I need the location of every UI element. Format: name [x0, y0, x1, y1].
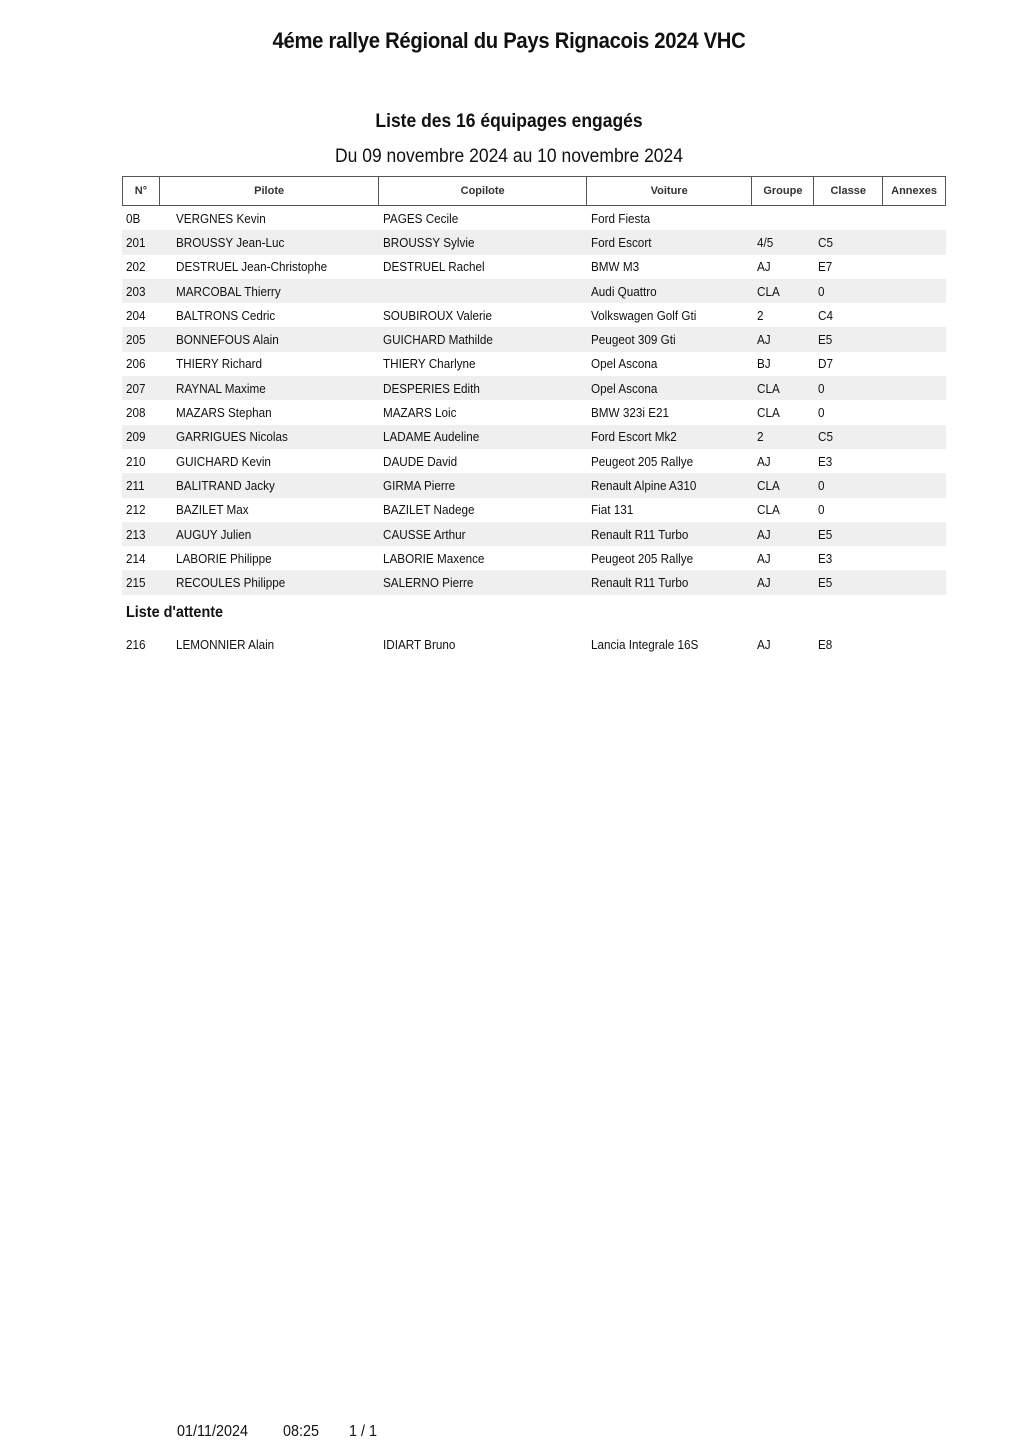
entries-table	[122, 176, 946, 595]
cell-voiture	[587, 211, 753, 226]
cell-classe-text: E7	[818, 259, 833, 275]
cell-groupe	[753, 429, 815, 444]
cell-num	[122, 259, 159, 274]
table-body	[122, 206, 946, 595]
cell-copilote	[379, 527, 587, 542]
cell-groupe-text: AJ	[757, 259, 771, 275]
footer-date: 01/11/2024	[177, 1423, 249, 1440]
date-range: Du 09 novembre 2024 au 10 novembre 2024	[335, 146, 683, 167]
cell-copilote	[379, 235, 587, 250]
cell-groupe-text: CLA	[757, 405, 780, 421]
cell-classe-text: C5	[818, 429, 833, 445]
cell-classe-text: C5	[818, 234, 833, 250]
cell-classe-text: E3	[818, 550, 833, 566]
table-row	[122, 522, 946, 546]
cell-voiture	[587, 332, 753, 347]
cell-voiture-text: Fiat 131	[591, 502, 634, 518]
cell-classe	[815, 381, 884, 396]
cell-num	[122, 381, 159, 396]
cell-copilote-text: DAUDE David	[383, 453, 458, 469]
cell-copilote-text: LABORIE Maxence	[383, 550, 485, 566]
cell-classe-text: E5	[818, 526, 833, 542]
cell-copilote	[379, 478, 587, 493]
cell-groupe	[753, 259, 815, 274]
footer-page: 1 / 1	[349, 1423, 378, 1440]
cell-num	[122, 454, 159, 469]
cell-voiture-text: Opel Ascona	[591, 356, 658, 372]
cell-copilote-text: DESTRUEL Rachel	[383, 259, 485, 275]
table-row	[122, 400, 946, 424]
cell-pilote-text: RAYNAL Maxime	[176, 380, 266, 396]
cell-pilote-text: LABORIE Philippe	[176, 550, 272, 566]
cell-pilote-text: BALITRAND Jacky	[176, 477, 275, 493]
footer-time: 08:25	[283, 1423, 320, 1440]
table-row	[122, 327, 946, 351]
cell-num	[122, 332, 159, 347]
cell-copilote	[379, 551, 587, 566]
cell-classe	[815, 637, 884, 652]
cell-pilote	[159, 211, 379, 226]
cell-voiture-text: Renault Alpine A310	[591, 477, 697, 493]
table-row	[122, 303, 946, 327]
cell-classe-text: E3	[818, 453, 833, 469]
cell-num-text: 207	[126, 380, 146, 396]
cell-copilote	[379, 332, 587, 347]
header-groupe: Groupe	[752, 177, 814, 205]
table-row	[122, 570, 946, 594]
cell-voiture	[587, 637, 753, 652]
cell-pilote-text: BROUSSY Jean-Luc	[176, 234, 285, 250]
cell-copilote	[379, 575, 587, 590]
cell-groupe-text: CLA	[757, 502, 780, 518]
cell-classe-text: 0	[818, 477, 825, 493]
cell-pilote	[159, 332, 379, 347]
cell-pilote	[159, 308, 379, 323]
cell-classe	[815, 405, 884, 420]
cell-voiture-text: Peugeot 309 Gti	[591, 332, 676, 348]
cell-pilote-text: VERGNES Kevin	[176, 210, 266, 226]
cell-voiture	[587, 284, 753, 299]
cell-pilote	[159, 356, 379, 371]
cell-num	[122, 527, 159, 542]
cell-voiture-text: Ford Escort Mk2	[591, 429, 677, 445]
cell-classe-text: C4	[818, 307, 833, 323]
cell-voiture-text: Ford Escort	[591, 234, 652, 250]
cell-classe	[815, 502, 884, 517]
table-header	[122, 176, 946, 206]
cell-classe	[815, 211, 884, 226]
cell-num	[122, 575, 159, 590]
cell-pilote	[159, 454, 379, 469]
cell-groupe	[753, 308, 815, 323]
cell-voiture	[587, 405, 753, 420]
table-row	[122, 498, 946, 522]
cell-pilote	[159, 405, 379, 420]
cell-pilote-text: RECOULES Philippe	[176, 575, 286, 591]
cell-groupe	[753, 381, 815, 396]
cell-pilote	[159, 527, 379, 542]
table-row	[122, 632, 946, 656]
cell-pilote	[159, 478, 379, 493]
cell-copilote-text: CAUSSE Arthur	[383, 526, 466, 542]
cell-copilote-text: GUICHARD Mathilde	[383, 332, 493, 348]
cell-classe-text: 0	[818, 502, 825, 518]
cell-pilote-text: BALTRONS Cedric	[176, 307, 276, 323]
cell-pilote	[159, 235, 379, 250]
cell-num	[122, 478, 159, 493]
cell-groupe	[753, 405, 815, 420]
cell-classe-text: D7	[818, 356, 833, 372]
cell-copilote	[379, 429, 587, 444]
cell-groupe-text: AJ	[757, 636, 771, 652]
cell-copilote-text: LADAME Audeline	[383, 429, 480, 445]
cell-pilote-text: MAZARS Stephan	[176, 405, 272, 421]
header-pilote: Pilote	[160, 177, 379, 205]
cell-num-text: 208	[126, 405, 146, 421]
table-row	[122, 279, 946, 303]
cell-classe	[815, 575, 884, 590]
cell-groupe-text: CLA	[757, 477, 780, 493]
cell-voiture	[587, 478, 753, 493]
cell-copilote-text: SALERNO Pierre	[383, 575, 474, 591]
cell-num-text: 214	[126, 550, 146, 566]
cell-classe	[815, 332, 884, 347]
cell-pilote	[159, 502, 379, 517]
cell-voiture-text: Lancia Integrale 16S	[591, 636, 699, 652]
cell-groupe	[753, 284, 815, 299]
cell-pilote-text: DESTRUEL Jean-Christophe	[176, 259, 328, 275]
header-annexes: Annexes	[891, 185, 937, 197]
cell-groupe	[753, 211, 815, 226]
cell-copilote	[379, 308, 587, 323]
cell-classe-text: 0	[818, 380, 825, 396]
cell-pilote-text: GARRIGUES Nicolas	[176, 429, 288, 445]
cell-pilote	[159, 637, 379, 652]
cell-groupe-text: AJ	[757, 550, 771, 566]
cell-num	[122, 429, 159, 444]
waiting-list-title: Liste d'attente	[126, 604, 224, 621]
cell-classe-text: E8	[818, 636, 833, 652]
cell-copilote-text: BROUSSY Sylvie	[383, 234, 475, 250]
cell-pilote-text: THIERY Richard	[176, 356, 263, 372]
cell-copilote-text: IDIART Bruno	[383, 636, 456, 652]
cell-groupe-text: 4/5	[757, 234, 774, 250]
cell-copilote	[379, 259, 587, 274]
cell-copilote-text: BAZILET Nadege	[383, 502, 475, 518]
cell-copilote-text: DESPERIES Edith	[383, 380, 480, 396]
cell-voiture-text: BMW 323i E21	[591, 405, 670, 421]
cell-groupe	[753, 527, 815, 542]
cell-voiture-text: Volkswagen Golf Gti	[591, 307, 697, 323]
cell-groupe-text: AJ	[757, 575, 771, 591]
cell-voiture	[587, 429, 753, 444]
cell-num-text: 210	[126, 453, 146, 469]
cell-voiture	[587, 235, 753, 250]
cell-voiture	[587, 259, 753, 274]
cell-copilote	[379, 405, 587, 420]
cell-copilote	[379, 284, 587, 299]
cell-num	[122, 551, 159, 566]
cell-classe	[815, 527, 884, 542]
cell-classe-text: 0	[818, 283, 825, 299]
cell-voiture-text: BMW M3	[591, 259, 640, 275]
cell-copilote-text: SOUBIROUX Valerie	[383, 307, 493, 323]
cell-num	[122, 637, 159, 652]
cell-classe	[815, 551, 884, 566]
cell-voiture	[587, 502, 753, 517]
cell-num-text: 215	[126, 575, 146, 591]
cell-num-text: 206	[126, 356, 146, 372]
cell-groupe-text: AJ	[757, 453, 771, 469]
cell-voiture-text: Renault R11 Turbo	[591, 575, 689, 591]
cell-groupe	[753, 637, 815, 652]
cell-num	[122, 235, 159, 250]
cell-classe	[815, 454, 884, 469]
table-row	[122, 230, 946, 254]
cell-groupe	[753, 332, 815, 347]
cell-copilote-text: MAZARS Loic	[383, 405, 457, 421]
table-row	[122, 352, 946, 376]
cell-classe	[815, 356, 884, 371]
cell-classe	[815, 429, 884, 444]
cell-classe	[815, 259, 884, 274]
cell-groupe-text: 2	[757, 429, 764, 445]
cell-pilote-text: BONNEFOUS Alain	[176, 332, 279, 348]
cell-copilote	[379, 381, 587, 396]
cell-groupe	[753, 551, 815, 566]
cell-num	[122, 211, 159, 226]
cell-classe	[815, 235, 884, 250]
cell-classe-text: E5	[818, 575, 833, 591]
cell-voiture-text: Opel Ascona	[591, 380, 658, 396]
cell-pilote-text: BAZILET Max	[176, 502, 249, 518]
cell-voiture-text: Renault R11 Turbo	[591, 526, 689, 542]
cell-classe	[815, 478, 884, 493]
cell-num-text: 216	[126, 636, 146, 652]
cell-num-text: 202	[126, 259, 146, 275]
cell-copilote	[379, 454, 587, 469]
cell-pilote	[159, 259, 379, 274]
cell-num-text: 201	[126, 234, 146, 250]
waiting-list-table	[122, 632, 946, 656]
cell-groupe	[753, 235, 815, 250]
cell-groupe	[753, 454, 815, 469]
cell-classe-text: 0	[818, 405, 825, 421]
cell-copilote-text: PAGES Cecile	[383, 210, 459, 226]
cell-groupe-text: CLA	[757, 283, 780, 299]
table-row	[122, 546, 946, 570]
cell-groupe-text: 2	[757, 307, 764, 323]
cell-pilote-text: MARCOBAL Thierry	[176, 283, 281, 299]
cell-voiture-text: Peugeot 205 Rallye	[591, 453, 694, 469]
cell-voiture-text: Peugeot 205 Rallye	[591, 550, 694, 566]
cell-num	[122, 502, 159, 517]
cell-num-text: 213	[126, 526, 146, 542]
table-row	[122, 449, 946, 473]
cell-num-text: 212	[126, 502, 146, 518]
cell-num-text: 211	[126, 477, 145, 493]
cell-num-text: 204	[126, 307, 146, 323]
cell-num	[122, 284, 159, 299]
cell-groupe-text: BJ	[757, 356, 771, 372]
cell-voiture	[587, 527, 753, 542]
cell-pilote-text: GUICHARD Kevin	[176, 453, 271, 469]
cell-groupe	[753, 575, 815, 590]
cell-pilote	[159, 284, 379, 299]
table-row	[122, 473, 946, 497]
cell-groupe-text: AJ	[757, 526, 771, 542]
cell-groupe-text: AJ	[757, 332, 771, 348]
cell-voiture-text: Audi Quattro	[591, 283, 657, 299]
header-classe: Classe	[814, 177, 883, 205]
cell-pilote	[159, 551, 379, 566]
cell-pilote	[159, 429, 379, 444]
cell-groupe	[753, 478, 815, 493]
cell-voiture	[587, 356, 753, 371]
cell-pilote-text: LEMONNIER Alain	[176, 636, 275, 652]
document-subtitle: Liste des 16 équipages engagés	[375, 111, 643, 132]
cell-pilote	[159, 381, 379, 396]
cell-voiture	[587, 308, 753, 323]
cell-num-text: 205	[126, 332, 146, 348]
cell-classe	[815, 308, 884, 323]
cell-num-text: 0B	[126, 210, 141, 226]
cell-copilote	[379, 502, 587, 517]
cell-groupe-text: CLA	[757, 380, 780, 396]
cell-voiture	[587, 551, 753, 566]
cell-copilote	[379, 637, 587, 652]
cell-pilote-text: AUGUY Julien	[176, 526, 252, 542]
cell-voiture	[587, 381, 753, 396]
cell-copilote-text: THIERY Charlyne	[383, 356, 476, 372]
header-num: N°	[123, 177, 160, 205]
cell-copilote-text: GIRMA Pierre	[383, 477, 456, 493]
cell-num	[122, 356, 159, 371]
cell-voiture	[587, 575, 753, 590]
cell-num	[122, 405, 159, 420]
cell-groupe	[753, 502, 815, 517]
cell-num	[122, 308, 159, 323]
cell-classe-text: E5	[818, 332, 833, 348]
cell-groupe	[753, 356, 815, 371]
table-row	[122, 376, 946, 400]
table-row	[122, 255, 946, 279]
table-row	[122, 425, 946, 449]
cell-copilote	[379, 356, 587, 371]
cell-num-text: 203	[126, 283, 146, 299]
cell-classe	[815, 284, 884, 299]
cell-pilote	[159, 575, 379, 590]
document-title: 4éme rallye Régional du Pays Rignacois 2024 VHC	[272, 28, 746, 53]
cell-num-text: 209	[126, 429, 146, 445]
header-voiture: Voiture	[587, 177, 753, 205]
cell-voiture	[587, 454, 753, 469]
header-copilote: Copilote	[379, 177, 587, 205]
table-row	[122, 206, 946, 230]
cell-copilote	[379, 211, 587, 226]
cell-voiture-text: Ford Fiesta	[591, 210, 651, 226]
